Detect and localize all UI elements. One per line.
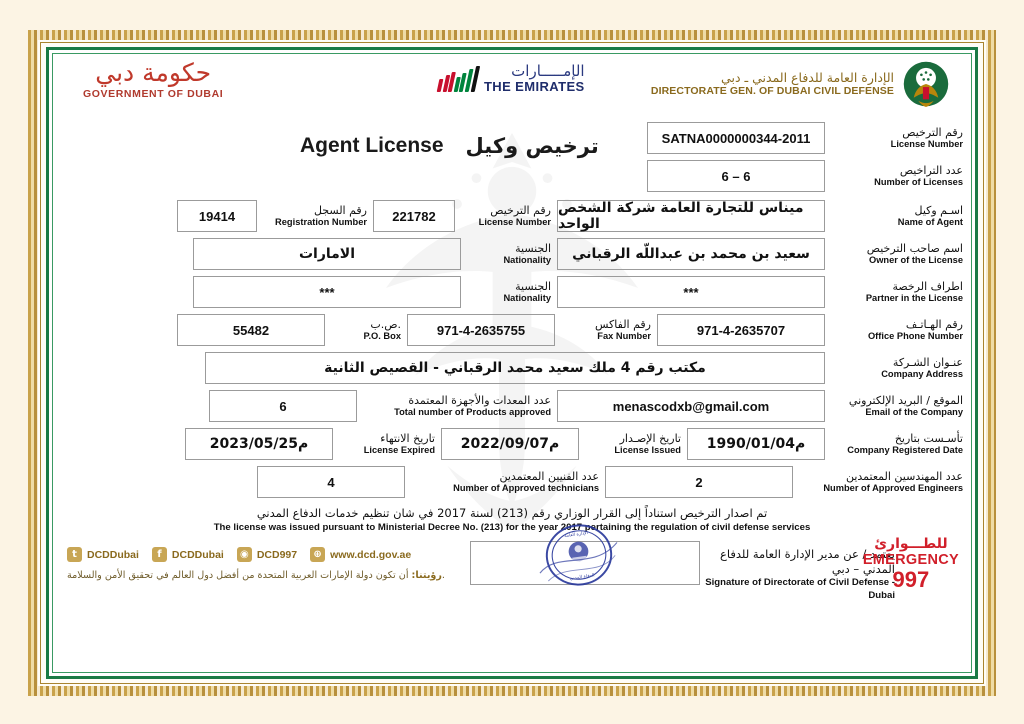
signature-label-en: Signature of Directorate of Civil Defense - Dubai bbox=[705, 577, 895, 601]
company-address-value: مكتب رقم 4 ملك سعيد محمد الرقباني - القصيص الثانية bbox=[205, 352, 825, 384]
row-number-of-licenses bbox=[55, 160, 969, 192]
po-box-label bbox=[325, 318, 407, 342]
approved-technicians-label-ar: عدد الفنيين المعتمدين bbox=[499, 469, 599, 483]
document-footer bbox=[55, 531, 969, 601]
owner-nationality-value: الامارات bbox=[193, 238, 461, 270]
registration-number-label-ar: رقم السجل bbox=[313, 203, 367, 217]
dcd-english: DIRECTORATE GEN. OF DUBAI CIVIL DEFENSE bbox=[650, 85, 894, 98]
registration-number-value: 19414 bbox=[177, 200, 257, 232]
agent-name-value: ميناس للتجارة العامة شركة الشخص الواحد bbox=[557, 200, 825, 232]
social-link-facebook[interactable] bbox=[152, 547, 224, 562]
po-box-label-en: P.O. Box bbox=[363, 331, 401, 342]
license-number-value: SATNA0000000344-2011 bbox=[647, 122, 825, 154]
registered-date-label-en: Company Registered Date bbox=[847, 445, 963, 456]
svg-text:الإدارة العامة: الإدارة العامة bbox=[564, 531, 589, 540]
website-link[interactable] bbox=[310, 547, 411, 562]
vision-text: أن تكون دولة الإمارات العربية المتحدة من أفضل دول العالم في تحقيق الأمن والسلامة. bbox=[67, 570, 445, 582]
fax-value: 971-4-2635755 bbox=[407, 314, 555, 346]
license-number2-value: 221782 bbox=[373, 200, 455, 232]
owner-nationality-label-en: Nationality bbox=[503, 255, 551, 266]
svg-text:الدفاع المدني: الدفاع المدني bbox=[569, 573, 595, 583]
license-expired-value: 2023/05/25م bbox=[185, 428, 333, 460]
license-expired-label-en: License Expired bbox=[363, 445, 435, 456]
official-stamp bbox=[525, 521, 633, 589]
approved-technicians-label bbox=[405, 470, 605, 494]
owner-label-en: Owner of the License bbox=[868, 255, 963, 266]
agent-name-label bbox=[825, 204, 969, 228]
license-expired-label-ar: تاريخ الانتهاء bbox=[380, 431, 435, 445]
row-owner bbox=[55, 238, 969, 270]
office-phone-value: 971-4-2635707 bbox=[657, 314, 825, 346]
approved-engineers-value: 2 bbox=[605, 466, 793, 498]
website-url: www.dcd.gov.ae bbox=[330, 548, 412, 561]
title-arabic: ترخيص وكيل bbox=[465, 134, 599, 158]
instagram-icon: ◉ bbox=[237, 547, 252, 562]
license-number-label bbox=[825, 126, 969, 150]
agent-name-label-en: Name of Agent bbox=[897, 217, 963, 228]
gov-dubai-english: GOVERNMENT OF DUBAI bbox=[83, 88, 224, 100]
facebook-handle: DCDDubai bbox=[171, 548, 224, 561]
vision-prefix: رؤيتنا: bbox=[411, 570, 442, 582]
registered-date-value: 1990/01/04م bbox=[687, 428, 825, 460]
legal-notice bbox=[55, 506, 969, 534]
row-partner bbox=[55, 276, 969, 308]
registration-number-label-en: Registration Number bbox=[275, 217, 367, 228]
office-phone-label-ar: رقم الهـاتـف bbox=[905, 317, 963, 331]
partner-label-ar: اطراف الرخصة bbox=[892, 279, 963, 293]
emergency-label-ar: للطـــوارئ bbox=[874, 536, 948, 553]
registered-date-label bbox=[825, 432, 969, 456]
registration-number-label bbox=[257, 204, 373, 228]
page-title bbox=[300, 134, 599, 158]
fax-label bbox=[555, 318, 657, 342]
social-link-instagram[interactable] bbox=[237, 547, 297, 562]
partner-label-en: Partner in the License bbox=[865, 293, 963, 304]
emirates-english: THE EMIRATES bbox=[483, 78, 585, 94]
row-email bbox=[55, 390, 969, 422]
email-label-en: Email of the Company bbox=[865, 407, 963, 418]
emergency-block bbox=[863, 537, 959, 592]
government-of-dubai-logo bbox=[83, 60, 223, 100]
owner-label-ar: اسم صاحب الترخيص bbox=[866, 241, 963, 255]
partner-nationality-label-en: Nationality bbox=[503, 293, 551, 304]
owner-nationality-label-ar: الجنسية bbox=[515, 241, 551, 255]
approved-engineers-label-en: Number of Approved Engineers bbox=[823, 483, 963, 494]
document-header bbox=[55, 56, 969, 122]
license-issued-value: 2022/09/07م bbox=[441, 428, 579, 460]
agent-name-label-ar: اسـم وكيل bbox=[914, 203, 963, 217]
license-issued-label-en: License Issued bbox=[614, 445, 681, 456]
approved-engineers-label bbox=[793, 470, 969, 494]
products-approved-label-ar: عدد المعدات والأجهزة المعتمدة bbox=[408, 393, 551, 407]
owner-nationality-label bbox=[461, 242, 557, 266]
civil-defense-emblem-icon bbox=[903, 61, 949, 107]
twitter-icon: t bbox=[67, 547, 82, 562]
instagram-handle: DCD997 bbox=[256, 548, 298, 561]
title-english: Agent License bbox=[300, 134, 444, 157]
partner-nationality-label-ar: الجنسية bbox=[515, 279, 551, 293]
approved-engineers-label-ar: عدد المهندسين المعتمدين bbox=[845, 469, 963, 483]
email-label-ar: الموقع / البريد الإلكتروني bbox=[848, 393, 963, 407]
social-link-twitter[interactable] bbox=[67, 547, 139, 562]
company-address-label-ar: عنـوان الشـركة bbox=[892, 355, 963, 369]
approved-technicians-value: 4 bbox=[257, 466, 405, 498]
civil-defense-logo bbox=[651, 61, 949, 107]
emergency-label-en: EMERGENCY bbox=[862, 551, 959, 568]
company-address-label-en: Company Address bbox=[881, 369, 963, 380]
email-label bbox=[825, 394, 969, 418]
globe-icon: ⊕ bbox=[310, 547, 325, 562]
partner-label bbox=[825, 280, 969, 304]
title-and-license-number-zone bbox=[55, 122, 969, 200]
office-phone-label-en: Office Phone Number bbox=[867, 331, 963, 342]
facebook-icon: f bbox=[152, 547, 167, 562]
social-links bbox=[67, 547, 411, 562]
twitter-handle: DCDDubai bbox=[87, 548, 139, 561]
license-number2-label-en: License Number bbox=[478, 217, 551, 228]
products-approved-label-en: Total number of Products approved bbox=[394, 407, 551, 418]
row-contact bbox=[55, 314, 969, 346]
row-staff bbox=[55, 466, 969, 498]
fax-label-en: Fax Number bbox=[597, 331, 651, 342]
license-number2-label-ar: رقم الترخيص bbox=[490, 203, 551, 217]
number-of-licenses-label bbox=[825, 164, 969, 188]
number-of-licenses-label-en: Number of Licenses bbox=[874, 177, 963, 188]
row-address bbox=[55, 352, 969, 384]
row-agent bbox=[55, 200, 969, 232]
company-address-label bbox=[825, 356, 969, 380]
license-number2-label bbox=[455, 204, 557, 228]
license-number-label-ar: رقم الترخيص bbox=[902, 125, 963, 139]
owner-label bbox=[825, 242, 969, 266]
owner-name-value: سعيد بن محمد بن عبداللّه الرقباني bbox=[557, 238, 825, 270]
number-of-licenses-value: 6 – 6 bbox=[647, 160, 825, 192]
partner-nationality-label bbox=[461, 280, 557, 304]
the-emirates-logo bbox=[439, 64, 584, 93]
po-box-value: 55482 bbox=[177, 314, 325, 346]
certificate-content bbox=[55, 56, 969, 670]
approved-technicians-label-en: Number of Approved technicians bbox=[453, 483, 599, 494]
registered-date-label-ar: تأسـست بتاريخ bbox=[894, 431, 963, 445]
license-expired-label bbox=[333, 432, 441, 456]
products-approved-label bbox=[357, 394, 557, 418]
dcd-arabic: الإدارة العامة للدفاع المدني ـ دبي bbox=[721, 69, 894, 85]
fax-label-ar: رقم الفاكس bbox=[595, 317, 651, 331]
legal-notice-ar: تم اصدار الترخيص استناداً إلى القرار الوزاري رقم (213) لسنة 2017 في شان تنظيم خدمات الدفاع المدني bbox=[256, 506, 768, 520]
number-of-licenses-label-ar: عدد التراخيص bbox=[899, 163, 963, 177]
office-phone-label bbox=[825, 318, 969, 342]
email-value: menascodxb@gmail.com bbox=[557, 390, 825, 422]
license-issued-label-ar: تاريخ الإصـدار bbox=[619, 431, 681, 445]
products-approved-value: 6 bbox=[209, 390, 357, 422]
po-box-label-ar: ص.ب. bbox=[370, 317, 401, 331]
license-number-label-en: License Number bbox=[890, 139, 963, 150]
emirates-arabic: الإمـــــارات bbox=[511, 62, 585, 80]
partner-nationality-value: *** bbox=[193, 276, 461, 308]
gov-dubai-arabic: حكومة دبي bbox=[95, 58, 212, 87]
row-dates bbox=[55, 428, 969, 460]
emirates-flag-bars-icon bbox=[437, 66, 480, 92]
signature-label-ar: يعتمد / عن مدير الإدارة العامة للدفاع المدني – دبي bbox=[719, 547, 895, 577]
legal-notice-en: The license was issued pursuant to Ministerial Decree No. (213) for the year 2017 pertaining the regulation of civil defense services bbox=[213, 521, 811, 533]
partner-value: *** bbox=[557, 276, 825, 308]
license-issued-label bbox=[579, 432, 687, 456]
vision-statement bbox=[67, 570, 445, 581]
emergency-number: 997 bbox=[892, 567, 930, 593]
